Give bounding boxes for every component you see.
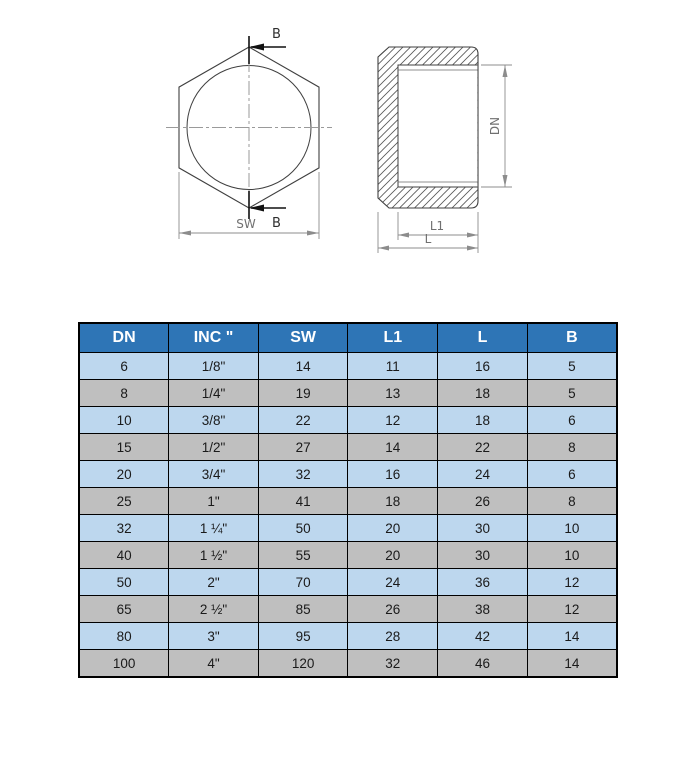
spec-table	[78, 322, 618, 678]
table-row	[79, 353, 617, 380]
section-view	[378, 47, 512, 253]
table-cell: 3"	[169, 623, 259, 650]
table-cell: 26	[438, 488, 528, 515]
table-cell: 46	[438, 650, 528, 678]
table-cell: 32	[79, 515, 169, 542]
table-cell: 32	[258, 461, 348, 488]
table-cell: 14	[527, 650, 617, 678]
column-header-inc: INC "	[169, 323, 259, 353]
table-cell: 41	[258, 488, 348, 515]
table-row	[79, 542, 617, 569]
table-row	[79, 596, 617, 623]
table-cell: 1"	[169, 488, 259, 515]
table-cell: 12	[348, 407, 438, 434]
spec-table-body	[79, 353, 617, 678]
table-row	[79, 434, 617, 461]
dn-arrowhead-bottom	[503, 175, 508, 187]
table-cell: 3/4"	[169, 461, 259, 488]
l1-arrowhead-right	[467, 233, 478, 238]
table-cell: 42	[438, 623, 528, 650]
table-cell: 10	[79, 407, 169, 434]
bore-cavity	[398, 65, 477, 187]
dimension-l	[378, 212, 478, 253]
table-cell: 22	[258, 407, 348, 434]
table-cell: 8	[79, 380, 169, 407]
table-cell: 2 ½"	[169, 596, 259, 623]
table-cell: 10	[527, 515, 617, 542]
table-cell: 1/4"	[169, 380, 259, 407]
table-cell: 8	[527, 434, 617, 461]
column-header-l: L	[438, 323, 528, 353]
table-cell: 50	[79, 569, 169, 596]
section-label-bottom: B	[272, 216, 281, 231]
table-row	[79, 623, 617, 650]
table-cell: 6	[79, 353, 169, 380]
l1-label: L1	[429, 219, 445, 233]
table-row	[79, 407, 617, 434]
table-cell: 20	[79, 461, 169, 488]
table-cell: 32	[348, 650, 438, 678]
table-cell: 4"	[169, 650, 259, 678]
table-cell: 12	[527, 569, 617, 596]
table-cell: 28	[348, 623, 438, 650]
column-header-sw: SW	[258, 323, 348, 353]
table-cell: 1 ½"	[169, 542, 259, 569]
l-label: L	[424, 232, 432, 246]
table-cell: 30	[438, 515, 528, 542]
table-row	[79, 380, 617, 407]
table-row	[79, 461, 617, 488]
table-cell: 6	[527, 461, 617, 488]
table-cell: 24	[348, 569, 438, 596]
table-row	[79, 650, 617, 678]
dn-arrowhead-top	[503, 65, 508, 77]
table-cell: 6	[527, 407, 617, 434]
dn-label: DN	[488, 116, 502, 136]
table-row	[79, 488, 617, 515]
table-cell: 18	[348, 488, 438, 515]
section-label-top: B	[272, 27, 281, 42]
table-cell: 85	[258, 596, 348, 623]
table-cell: 22	[438, 434, 528, 461]
table-cell: 100	[79, 650, 169, 678]
dimension-l1	[398, 212, 478, 240]
spec-table-header	[79, 323, 617, 353]
table-cell: 5	[527, 380, 617, 407]
table-cell: 1/2"	[169, 434, 259, 461]
header-row	[79, 323, 617, 353]
column-header-b: B	[527, 323, 617, 353]
table-cell: 70	[258, 569, 348, 596]
table-cell: 65	[79, 596, 169, 623]
sw-arrowhead-right	[307, 231, 319, 236]
column-header-dn: DN	[79, 323, 169, 353]
technical-drawing	[0, 0, 696, 300]
table-cell: 5	[527, 353, 617, 380]
table-cell: 1 ¼"	[169, 515, 259, 542]
table-cell: 10	[527, 542, 617, 569]
table-row	[79, 515, 617, 542]
table-cell: 80	[79, 623, 169, 650]
table-cell: 14	[348, 434, 438, 461]
table-cell: 30	[438, 542, 528, 569]
table-cell: 38	[438, 596, 528, 623]
table-cell: 11	[348, 353, 438, 380]
table-cell: 20	[348, 542, 438, 569]
table-cell: 12	[527, 596, 617, 623]
table-cell: 1/8"	[169, 353, 259, 380]
table-cell: 50	[258, 515, 348, 542]
table-cell: 16	[438, 353, 528, 380]
dimension-dn	[481, 65, 512, 187]
table-cell: 55	[258, 542, 348, 569]
table-cell: 120	[258, 650, 348, 678]
table-cell: 27	[258, 434, 348, 461]
table-cell: 16	[348, 461, 438, 488]
table-cell: 3/8"	[169, 407, 259, 434]
table-cell: 24	[438, 461, 528, 488]
table-cell: 95	[258, 623, 348, 650]
table-cell: 18	[438, 380, 528, 407]
sw-label: SW	[236, 217, 256, 231]
table-cell: 14	[527, 623, 617, 650]
column-header-l1: L1	[348, 323, 438, 353]
l1-arrowhead-left	[398, 233, 409, 238]
table-cell: 40	[79, 542, 169, 569]
table-cell: 20	[348, 515, 438, 542]
table-cell: 26	[348, 596, 438, 623]
table-cell: 2"	[169, 569, 259, 596]
table-cell: 14	[258, 353, 348, 380]
l-arrowhead-right	[467, 246, 478, 251]
table-cell: 19	[258, 380, 348, 407]
table-cell: 36	[438, 569, 528, 596]
sw-arrowhead-left	[179, 231, 191, 236]
table-cell: 15	[79, 434, 169, 461]
l-arrowhead-left	[378, 246, 389, 251]
table-cell: 13	[348, 380, 438, 407]
table-cell: 25	[79, 488, 169, 515]
table-cell: 18	[438, 407, 528, 434]
table-cell: 8	[527, 488, 617, 515]
front-view	[166, 27, 332, 239]
table-row	[79, 569, 617, 596]
